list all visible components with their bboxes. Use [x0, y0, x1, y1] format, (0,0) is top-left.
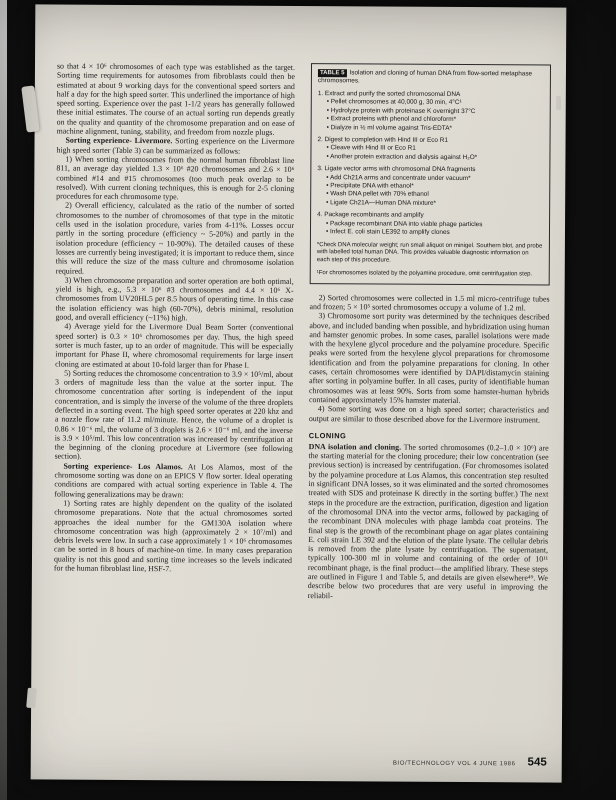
table-footnote: ¹For chromosomes isolated by the polyamine procedure, omit centrifugation step. — [316, 269, 533, 278]
paragraph-text: The sorted chromosomes (0.2–1.0 × 10⁶) are the starting material for the cloning procedure; their low concentration (see previous section) is increased by centrifugation. (For chromosomes isolated by the polyamine procedure at Los Alamos, this concentration step resulted in significant DNA losses, so it was eliminated and the sorted chromosomes treated with SDS and proteinase K directly in the sorting buffer.) The next steps in the procedure are the extraction, purification, digestion and ligation of the chromosomal DNA into the vector arms, followed by packaging of the recombinant DNA molecules with phage lambda coat proteins. The final step is the growth of the recombinant phage on agar plates containing E. coli strain LE 392 and the elution of the plate lysate. The cellular debris is removed from the plate lysate by centrifugation. The supernatant, typically 100-300 ml in volume and containing of the order of 10¹¹ recombinant phage, is the final product—the amplified library. These steps are outlined in Figure 1 and Table 5, and details are given elsewhere⁴⁹. We describe below two procedures that are very useful in improving the reliabil- — [307, 442, 549, 600]
table-item: • Package recombinant DNA into viable phage particles — [326, 219, 483, 228]
body-paragraph: 2) Sorted chromosomes were collected in 1.5 ml micro-centrifuge tubes and frozen; 5 × 10⁵ sorted chromosomes occupy a volume of 1.2 ml. — [309, 292, 550, 313]
table-5-box — [310, 63, 551, 285]
body-paragraph: 1) Sorting rates are highly dependent on the quality of the isolated chromosome preparations. Note that the actual chromosomes sorted approaches the ideal number for the GM130A isolation where chromosome concentration was high (approximately 2 × 10⁷/ml) and debris levels were low. In such a case approximately 1 × 10⁶ chromosomes can be sorted in 8 hours of machine-on time. In many cases preparation quality is not this good and sorting time increases so the levels indicated for the human fibroblast line, HSF-7. — [53, 498, 293, 574]
table-item: • Another protein extraction and dialysis against H₂O* — [326, 153, 478, 161]
page-number: 545 — [527, 756, 547, 769]
paragraph-text: At Los Alamos, most of the chromosome sorting was done on an EPICS V flow sorter. Ideal operating conditions are compared with actual sorting experience in Table 4. The following generalizations may be drawn: — [54, 462, 293, 499]
table-item: • Infect E. coli stain LE392 to amplify clones — [325, 228, 450, 237]
body-paragraph: 4) Average yield for the Livermore Dual Beam Sorter (conventional speed sorter) is 0.3 × 10⁶ chromosomes per day. Thus, the high speed sorter is much faster, up to an order of magnitude. This will be especially important for Phase II, where chromosomal requirements for large insert cloning are estimated at about 10-fold larger than for Phase I. — [55, 321, 294, 370]
body-paragraph: 4) Some sorting was done on a high speed sorter; characteristics and output are similar to those described above for the Livermore instrument. — [308, 404, 549, 425]
table-section-heading: 1. Extract and purify the sorted chromosomal DNA — [317, 90, 461, 98]
scan-artifact — [26, 688, 37, 709]
body-paragraph — [54, 461, 292, 500]
scan-artifact — [556, 96, 561, 110]
scanner-edge — [0, 0, 7, 800]
body-paragraph: 1) When sorting chromosomes from the normal human fibroblast line 811, an average day yielded 1.3 × 10⁶ #20 chromosomes and 2.6 × 10⁶ combined #14 and #15 chromosomes (too much peak overlap to be resolved). With current cloning techniques, this is enough for 2-5 cloning procedures for each chromosome type. — [56, 154, 295, 202]
body-paragraph: 3) Chromosome sort purity was determined by the techniques described above, and included banding when possible, and hybridization using human and hamster genomic probes. In some cases, parallel isolations were made with the hexylene glycol procedure and the polyamine procedure. Specific peaks were sorted from the hexylene glycol preparations for chromosome identification and from the polyamine preparations for cloning. In other cases, certain chromosomes were identified by DAPI/distamycin staining after sorting in polyamine buffer. In all cases, purity of identifiable human chromosomes was at least 90%. Sorts from some hamster-human hybrids contained approximately 15% hamster material. — [308, 311, 550, 405]
left-column — [54, 62, 295, 575]
table-item: • Cleave with Hind III or Eco R1 — [326, 144, 416, 153]
paragraph-text: Sorting experience on the Livermore high speed sorter (Table 3) can be summarized as follows: — [56, 136, 295, 156]
table-item: • Pellet chromosomes at 40,000 g, 30 min, 4°C¹ — [326, 98, 462, 107]
table-item: • Extract proteins with phenol and chloroform* — [326, 115, 457, 124]
right-column — [308, 63, 551, 601]
section-heading-cloning: CLONING — [308, 430, 347, 441]
journal-name: BIO/TECHNOLOGY VOL 4 JUNE 1986 — [392, 760, 516, 768]
table-caption — [318, 69, 544, 86]
table-item: • Dialyze in ½ ml volume against Tris-EDTA* — [326, 123, 453, 132]
table-item: • Add Ch21A arms and concentrate under vacuum* — [326, 173, 471, 182]
table-item: • Precipitate DNA with ethanol* — [326, 182, 414, 190]
table-section-heading: 2. Digest to completion with Hind III or Eco R1 — [317, 136, 448, 144]
table-section-heading: 3. Ligate vector arms with chromosomal DNA fragments — [317, 165, 476, 174]
body-paragraph — [56, 136, 294, 156]
body-paragraph: 2) Overall efficiency, calculated as the ratio of the number of sorted chromosomes to the number of chromosomes of that type in the mitotic cells used in the isolation procedure, varies from 4-11%. Losses occur partly in the sorting procedure (efficiency ~ 5-20%) and partly in the isolation procedure (efficiency ~ 10-90%). The detailed causes of these losses are currently being investigated; it is important to reduce them, since this will reduce the size of the mass culture and chromosome isolation required. — [55, 201, 295, 276]
paragraph-lead: Sorting experience- Livermore. — [65, 135, 173, 146]
table-title: Isolation and cloning of human DNA from flow-sorted metaphase chromosomes. — [317, 69, 533, 85]
table-item: • Hydrolyze protein with proteinase K overnight 37°C — [326, 106, 476, 115]
body-paragraph — [308, 442, 549, 602]
body-paragraph: so that 4 × 10⁶ chromosomes of each type was established as the target. Sorting time requirements for autosomes from fibroblasts could then be estimated at about 9 working days for the conventional speed sorters and half a day for the high speed sorter. This underlined the importance of high speed sorting. Experience over the past 1-1/2 years has generally followed these initial estimates. The course of an actual sorting run depends greatly on the quality and quantity of the chromosome preparation and on ease of machine alignment, tuning, stability, and freedom from nozzle plugs. — [56, 61, 296, 137]
body-paragraph: 3) When chromosome preparation and sorter operation are both optimal, yield is high, e.g., 5.3 × 10⁶ #3 chromosomes and 4.4 × 10⁶ X-chromosomes from UV20HL5 per 8.5 hours of operating time. In this case the isolation efficiency was high (60-70%), debris minimal, resolution good, and overall efficiency (~11%) high. — [55, 275, 294, 323]
body-paragraph: 5) Sorting reduces the chromosome concentration to 3.9 × 10⁵/ml, about 3 orders of magnitude less than the value at the sorter input. The chromosome concentration after sorting is independent of the input concentration, and is simply the inverse of the volume of the three droplets deflected in a sorting event. The high speed sorter operates at 220 khz and a nozzle flow rate of 11.2 ml/minute. Hence, the volume of a droplet is 0.86 × 10⁻⁶ ml, the volume of 3 droplets is 2.6 × 10⁻⁶ ml, and the inverse is 3.9 × 10⁵/ml. This low concentration was increased by centrifugation at the beginning of the cloning procedure at Livermore (see following section). — [54, 368, 294, 462]
journal-page — [31, 4, 567, 782]
table-section-heading: 4. Package recombinants and amplify — [317, 211, 424, 220]
paragraph-lead: Sorting experience- Los Alamos. — [63, 461, 183, 472]
page-footer — [211, 750, 547, 770]
table-item: • Ligate Ch21A—Human DNA mixture* — [326, 199, 437, 207]
table-label: TABLE 5 — [318, 69, 347, 77]
table-footnote: *Check DNA molecular weight; run small aliquot on minigel. Southern blot, and probe with labelled total human DNA. This provides valuable diagnostic information on each step of this procedure. — [316, 241, 543, 264]
table-item: • Wash DNA pellet with 70% ethanol — [326, 190, 429, 199]
paragraph-lead: DNA isolation and cloning. — [308, 441, 402, 452]
